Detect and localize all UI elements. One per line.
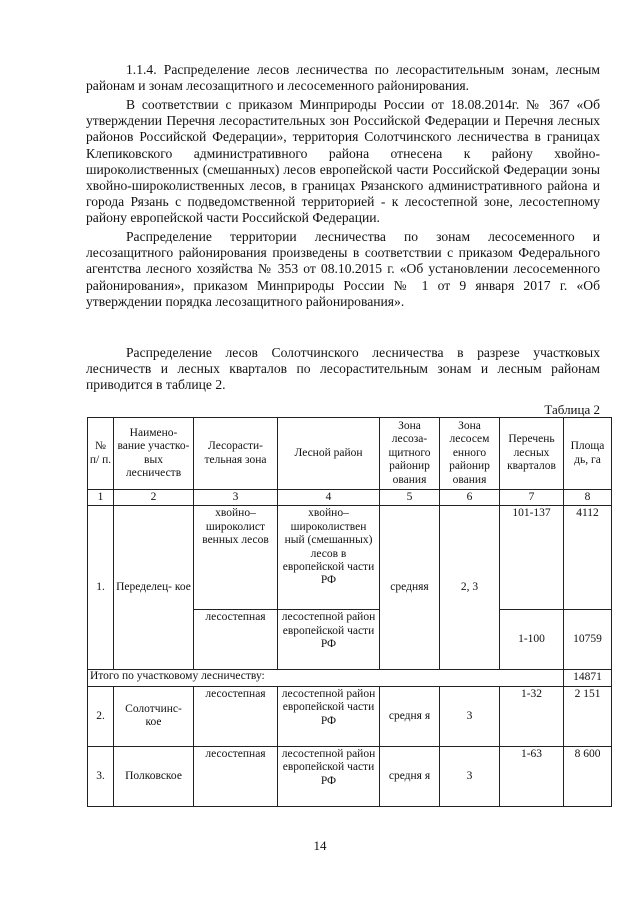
forest-region: лесостепной район европейской части РФ	[278, 610, 380, 670]
table-row	[88, 506, 612, 610]
protection-zone: средняя	[380, 506, 440, 670]
column-number: 8	[564, 490, 612, 506]
quarters: 1-32	[500, 686, 564, 746]
area: 8 600	[564, 746, 612, 806]
column-number: 2	[114, 490, 194, 506]
paragraph-table-intro-block	[86, 345, 600, 394]
forest-distribution-table	[87, 417, 612, 807]
section-heading-block	[86, 62, 600, 94]
quarters: 101-137	[500, 506, 564, 610]
row-number: 1.	[88, 506, 114, 670]
row-number: 2.	[88, 686, 114, 746]
column-number: 6	[440, 490, 500, 506]
paragraph-zones: Распределение территории лесничества по зонам лесосеменного и лесозащитного районирования произведены в соответствии с приказом Федерального агентства лесного хозяйства № 353 от 08.10.2015 г. «Об установлении лесосеменного районирования», приказом Минприроды России № 1 от 9 января 2017 г. «Об утверждении порядка лесозащитного районирования».	[86, 229, 600, 309]
total-area: 14871	[564, 670, 612, 686]
vegetation-zone: лесостепная	[194, 686, 278, 746]
area: 4112	[564, 506, 612, 610]
quarters: 1-100	[500, 610, 564, 670]
seed-zone: 3	[440, 686, 500, 746]
header-cell: Наимено- вание участко- вых лесничеств	[114, 418, 194, 490]
table-row	[88, 686, 612, 746]
page-number: 14	[313, 838, 327, 853]
forest-region: лесостепной район европейской части РФ	[278, 686, 380, 746]
header-cell: Площа дь, га	[564, 418, 612, 490]
header-cell: Лесорасти- тельная зона	[194, 418, 278, 490]
header-cell: Зона лесосем енного районир ования	[440, 418, 500, 490]
forestry-name: Переделец- кое	[114, 506, 194, 670]
section-heading: 1.1.4. Распределение лесов лесничества по лесорастительным зонам, лесным районам и зонам лесозащитного и лесосеменного районирования.	[86, 62, 600, 94]
forestry-name: Солотчинс- кое	[114, 686, 194, 746]
protection-zone: средня я	[380, 686, 440, 746]
vegetation-zone: лесостепная	[194, 610, 278, 670]
column-number: 3	[194, 490, 278, 506]
seed-zone: 3	[440, 746, 500, 806]
header-cell: Зона лесоза- щитного районир ования	[380, 418, 440, 490]
paragraph-order: В соответствии с приказом Минприроды России от 18.08.2014г. № 367 «Об утверждении Перечня лесорастительных зон Российской Федерации и Перечня лесных районов Российской Федерации», территория Солотчинского лесничества в границах Клепиковского административного района отнесена к району хвойно-широколиственных (смешанных) лесов европейской части Российской Федерации зоны хвойно-широколиственных лесов, в границах Рязанского административного района и города Рязань с подведомственной территорией - к лесостепной зоне, лесостепному району европейской части Российской Федерации.	[86, 97, 600, 226]
column-number: 4	[278, 490, 380, 506]
vegetation-zone: лесостепная	[194, 746, 278, 806]
column-number: 7	[500, 490, 564, 506]
table-caption: Таблица 2	[544, 402, 600, 417]
paragraph-table-intro: Распределение лесов Солотчинского лесничества в разрезе участковых лесничеств и лесных кварталов по лесорастительным зонам и лесным районам приводится в таблице 2.	[86, 345, 600, 393]
header-cell: Лесной район	[278, 418, 380, 490]
paragraph-order-block	[86, 97, 600, 227]
quarters: 1-63	[500, 746, 564, 806]
total-row	[88, 670, 612, 686]
forest-region: хвойно– широколиствен ный (смешанных) лесов в европейской части РФ	[278, 506, 380, 610]
seed-zone: 2, 3	[440, 506, 500, 670]
area: 2 151	[564, 686, 612, 746]
total-label: Итого по участковому лесничеству:	[88, 670, 564, 686]
paragraph-zones-block	[86, 229, 600, 310]
forest-region: лесостепной район европейской части РФ	[278, 746, 380, 806]
vegetation-zone: хвойно– широколист венных лесов	[194, 506, 278, 610]
column-number: 5	[380, 490, 440, 506]
table-row	[88, 746, 612, 806]
forestry-name: Полковское	[114, 746, 194, 806]
area: 10759	[564, 610, 612, 670]
column-number: 1	[88, 490, 114, 506]
column-number-row	[88, 490, 612, 506]
header-cell: Перечень лесных кварталов	[500, 418, 564, 490]
row-number: 3.	[88, 746, 114, 806]
protection-zone: средня я	[380, 746, 440, 806]
header-cell: № п/ п.	[88, 418, 114, 490]
table-header-row	[88, 418, 612, 490]
